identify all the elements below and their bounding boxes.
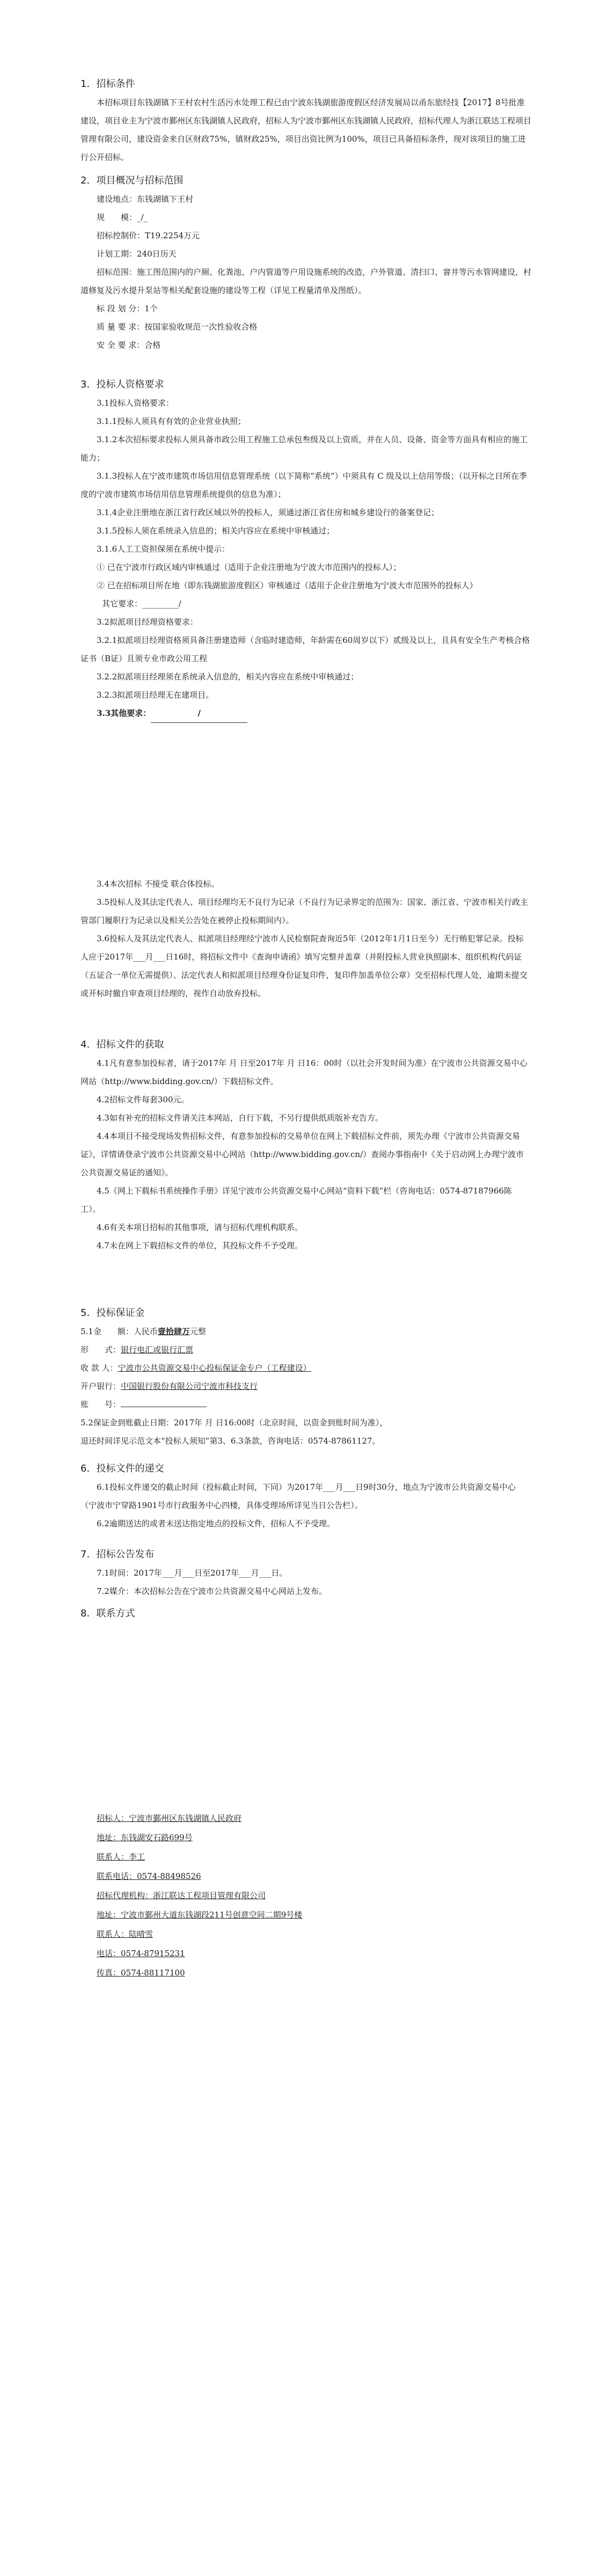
deposit-form [81, 1341, 531, 1359]
doc-4-4: 4.4本项目不接受现场发售招标文件，有意参加投标的交易单位在网上下载招标文件前，须先办理《宁波市公共资源交易证》，详情请登录宁波市公共资源交易中心网站（http://www.bidding.gov.cn/）查阅办事指南中《关于启动网上办理宁波市公共资源交易证的通知》。 [81, 1131, 524, 1177]
req-3-1-5: 3.1.5投标人须在系统录入信息的；相关内容应在系统中审核通过； [97, 526, 335, 536]
req-3-1-4: 3.1.4企业注册地在浙江省行政区域以外的投标人，须通过浙江省住房和城乡建设行的备案登记； [97, 508, 440, 517]
req-3-3 [81, 704, 531, 723]
tenderer-contact: 联系人：李工 [97, 1852, 145, 1862]
contact-block [97, 1809, 547, 1982]
section-8-title: 8．联系方式 [81, 1608, 135, 1619]
deposit-amount-unit: 元整 [189, 1327, 206, 1336]
req-option-1: ① 已在宁波市行政区域内审核通过（适用于企业注册地为宁波大市范围内的投标人）； [97, 562, 401, 572]
publish-media: 7.2媒介：本次招标公告在宁波市公共资源交易中心网站上发布。 [97, 1586, 327, 1596]
bid-control-price: 招标控制价：T19.2254万元 [97, 231, 200, 240]
deposit-payee-value: 宁波市公共资源交易中心投标保证金专户（工程建设） [118, 1363, 311, 1373]
section-6 [81, 1460, 531, 1533]
quality-requirement: 质 量 要 求：按国家验收规范一次性验收合格 [97, 322, 258, 332]
agency-name: 招标代理机构：浙江联达工程项目管理有限公司 [97, 1891, 266, 1900]
req-3-1-2: 3.1.2本次招标要求投标人须具备市政公用工程施工总承包叁级及以上资质，并在人员、设备、资金等方面具有相应的施工能力； [81, 435, 528, 463]
req-3-5: 3.5投标人及其法定代表人、项目经理均无不良行为记录（不良行为记录界定的范围为：国家、浙江省、宁波市相关行政主管部门履职行为记录以及相关公告处在被停止投标期间内）。 [81, 897, 528, 925]
doc-4-1: 4.1凡有意参加投标者，请于2017年 月 日至2017年 月 日16：00时（以社会开发时间为准）在宁波市公共资源交易中心网站（http://www.bidding.gov.cn/）下载招标文件。 [81, 1058, 528, 1086]
deposit-amount [81, 1322, 531, 1341]
req-3-1-6: 3.1.6人工工资担保须在系统中提示： [97, 544, 230, 554]
deposit-deadline: 5.2保证金到账截止日期：2017年 月 日16:00时（北京时间，以资金到账时间为准）， [81, 1418, 388, 1428]
construction-location: 建设地点：东钱湖镇下王村 [97, 194, 194, 204]
req-3-1-3: 3.1.3投标人在宁波市建筑市场信用信息管理系统（以下简称“系统”）中须具有 C 级及以上信用等级；（以开标之日所在季度的宁波市建筑市场信用信息管理系统提供的信息为准）； [81, 471, 528, 499]
section-3-title: 3．投标人资格要求 [81, 379, 164, 390]
section-4-title: 4．招标文件的获取 [81, 1039, 164, 1050]
deposit-form-value: 银行电汇或银行汇票 [121, 1345, 194, 1355]
publish-time: 7.1时间：2017年___月___日至2017年___月___日。 [97, 1568, 288, 1578]
section-7 [81, 1546, 531, 1600]
deposit-account-label: 账 号： [81, 1400, 121, 1409]
req-other: 其它要求：_________/ [102, 599, 181, 609]
deposit-bank-label: 开户银行： [81, 1381, 121, 1391]
section-4 [81, 1036, 531, 1255]
req-3-2-3: 3.2.3拟派项目经理无在建项目。 [97, 690, 214, 700]
deposit-payee [81, 1359, 531, 1377]
req-3-2-1: 3.2.1拟派项目经理资格须具备注册建造师（含临时建造师，年龄需在60周岁以下）贰级及以上，且具有安全生产考核合格证书（B证）且须专业市政公用工程 [81, 635, 530, 663]
section-1 [81, 75, 531, 166]
doc-4-3: 4.3如有补充的招标文件请关注本网站，自行下载，不另行提供纸质版补充告方。 [97, 1113, 383, 1123]
section-8 [81, 1605, 531, 1623]
submit-6-1: 6.1投标文件递交的截止时间（投标截止时间，下同）为2017年___月___日9时30分，地点为宁波市公共资源交易中心（宁波市宁穿路1901号市行政服务中心四楼，具体受理场所详见当日公告栏）。 [81, 1482, 516, 1510]
planned-duration: 计划工期：240日历天 [97, 249, 177, 259]
section-2-title: 2．项目概况与招标范围 [81, 175, 184, 186]
section-6-title: 6．投标文件的递交 [81, 1463, 164, 1474]
section-2 [81, 172, 531, 354]
req-3-2: 3.2拟派项目经理资格要求： [97, 617, 198, 627]
agency-address: 地址：宁波市鄞州大道东钱湖段211号创意空间二期9号楼 [97, 1910, 303, 1920]
req-3-6: 3.6投标人及其法定代表人、拟派项目经理经宁波市人民检察院查询近5年（2012年1月1日至今）无行贿犯罪记录。投标人应于2017年___月___日16时，将招标文件中《查询申请函》填写完整并盖章（并附投标人营业执照副本、组织机构代码证（五证合一单位无需提供）、法定代表人和拟派项目经理身份证复印件，复印件加盖单位公章）交至招标代理人处，逾期未提交或开标时撤自审查项目经理的，视作自动放弃投标。 [81, 934, 528, 998]
req-3-4: 3.4本次招标 不接受 联合体投标。 [97, 879, 220, 889]
deposit-amount-label: 5.1金 额：人民币 [81, 1327, 158, 1336]
doc-4-7: 4.7未在网上下载招标文件的单位，其投标文件不予受理。 [97, 1241, 303, 1250]
req-option-2: ② 已在招标项目所在地（即东钱湖旅游度假区）审核通过（适用于企业注册地为宁波大市范围外的投标人） [97, 581, 478, 590]
section-1-body: 本招标项目东钱湖镇下王村农村生活污水处理工程已由宁波东钱湖旅游度假区经济发展局以甬东旅经技【2017】8号批准建设，项目业主为宁波市鄞州区东钱湖镇人民政府，招标人为宁波市鄞州区东钱湖镇人民政府，招标代理人为浙江联达工程项目管理有限公司，建设资金来自区财政75%，镇财政25%，项目出资比例为100%，项目已具备招标条件，现对该项目的施工进行公开招标。 [81, 98, 532, 162]
deposit-refund: 退还时间详见示范文本“投标人须知”第3、6.3条款，咨询电话：0574-87861127。 [81, 1436, 381, 1446]
doc-4-2: 4.2招标文件每套300元。 [97, 1095, 189, 1104]
deposit-bank-value: 中国银行股份有限公司宁波市科技支行 [121, 1381, 258, 1391]
tenderer-name: 招标人：宁波市鄞州区东钱湖镇人民政府 [97, 1813, 242, 1823]
section-1-title: 1．招标条件 [81, 78, 135, 90]
deposit-amount-value: 壹拾肆万 [157, 1327, 190, 1336]
safety-requirement: 安 全 要 求：合格 [97, 340, 161, 350]
agency-phone: 电话：0574-87915231 [97, 1949, 185, 1958]
req-3-1-1: 3.1.1投标人须具有有效的企业营业执照； [97, 416, 246, 426]
tenderer-phone: 联系电话：0574-88498526 [97, 1871, 201, 1881]
deposit-form-label: 形 式： [81, 1345, 121, 1355]
section-3-continued [81, 875, 531, 1002]
doc-4-5: 4.5《网上下载标书系统操作手册》详见宁波市公共资源交易中心网站“资料下载”栏（咨询电话：0574-87187966陈工）。 [81, 1186, 512, 1214]
lot-division: 标 段 划 分：1个 [97, 304, 158, 313]
project-scale: 规 模：_/_ [97, 213, 148, 222]
section-3 [81, 376, 531, 723]
tenderer-address: 地址：东钱湖安石路699号 [97, 1833, 193, 1842]
deposit-payee-label: 收 款 人： [81, 1363, 118, 1373]
deposit-account [81, 1395, 531, 1414]
req-3-3-value: / [151, 704, 247, 723]
req-3-2-2: 3.2.2拟派项目经理须在系统录入信息的，相关内容应在系统中审核通过； [97, 672, 359, 682]
section-5-title: 5．投标保证金 [81, 1307, 145, 1319]
section-5 [81, 1304, 531, 1450]
section-7-title: 7．招标公告发布 [81, 1549, 155, 1560]
submit-6-2: 6.2逾期送达的或者未送达指定地点的投标文件，招标人不予受理。 [97, 1519, 335, 1528]
bidding-scope: 招标范围：施工图范围内的户厕、化粪池、户内管道等户用设施系统的改造，户外管道、清扫口、窨井等污水管网建设，村道修复及污水提升泵站等相关配套设施的建设等工程（详见工程量清单及图纸）。 [81, 267, 532, 295]
agency-contact: 联系人：陆晴雪 [97, 1929, 153, 1939]
req-3-1: 3.1投标人资格要求： [97, 398, 174, 408]
req-3-3-label: 3.3其他要求： [97, 708, 151, 718]
doc-4-6: 4.6有关本项目招标的其他事项，请与招标代理机构联系。 [97, 1223, 303, 1232]
deposit-bank [81, 1377, 531, 1395]
agency-fax: 传真：0574-88117100 [97, 1968, 185, 1978]
